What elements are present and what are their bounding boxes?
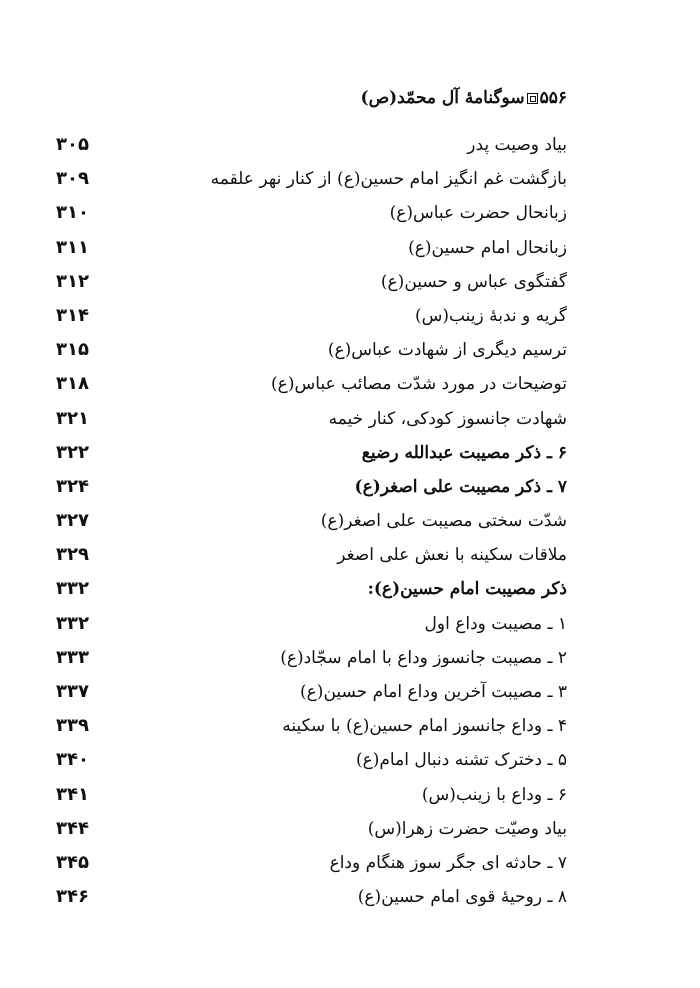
toc-entry-page: ۳۱۵ <box>56 339 89 361</box>
toc-entry-title: شهادت جانسوز کودکی، کنار خیمه <box>328 408 567 429</box>
running-header <box>361 88 567 108</box>
toc-entry <box>0 367 700 401</box>
toc-entry-page: ۳۲۷ <box>56 510 89 532</box>
toc-entry-page: ۳۰۹ <box>56 168 89 190</box>
toc-entry-title: ۳ ـ مصیبت آخرین وداع امام حسین(ع) <box>300 682 567 702</box>
toc-entry-title: ۸ ـ روحیۀ قوی امام حسین(ع) <box>357 887 567 908</box>
toc-entry <box>0 709 700 743</box>
toc-entry-page: ۳۴۱ <box>56 783 89 805</box>
toc-entry <box>0 846 700 880</box>
toc-entry <box>0 607 700 641</box>
toc-entry <box>0 162 700 196</box>
toc-entry-page: ۳۳۹ <box>56 715 89 737</box>
toc-entry <box>0 402 700 436</box>
toc-entry-page: ۳۴۶ <box>56 886 89 908</box>
toc-entry <box>0 743 700 777</box>
toc-entry-page: ۳۲۲ <box>56 441 89 463</box>
header-page-number: ۵۵۶ <box>539 88 567 108</box>
toc-entry-title: گفتگوی عباس و حسین(ع) <box>380 271 567 292</box>
toc-entry-page: ۳۲۹ <box>56 544 89 566</box>
toc-entry-page: ۳۱۴ <box>56 304 89 326</box>
toc-entry-page: ۳۰۵ <box>56 134 89 155</box>
toc-entry-title: ۶ ـ وداع با زینب(س) <box>421 784 567 805</box>
toc-entry-title: ۴ ـ وداع جانسوز امام حسین(ع) با سکینه <box>282 716 567 737</box>
toc-entry <box>0 641 700 675</box>
toc-entry-title: ملاقات سکینه با نعش علی اصغر <box>337 545 567 566</box>
toc-entry <box>0 675 700 709</box>
toc-entry-page: ۳۱۱ <box>56 236 89 258</box>
toc-entry-page: ۳۱۲ <box>56 270 89 292</box>
toc-entry <box>0 333 700 367</box>
toc-entry-title: زبانحال امام حسین(ع) <box>408 237 567 258</box>
toc-entry-title: ۲ ـ مصیبت جانسوز وداع با امام سجّاد(ع) <box>280 647 567 668</box>
toc-entry-title: گریه و ندبۀ زینب(س) <box>414 305 567 326</box>
toc-entry <box>0 778 700 812</box>
toc-entry <box>0 812 700 846</box>
toc-entry-title: شدّت سختی مصیبت علی اصغر(ع) <box>320 511 567 532</box>
toc-entry-page: ۳۳۲ <box>56 578 89 600</box>
toc-entry-page: ۳۴۰ <box>56 749 89 771</box>
toc-entry-page: ۳۱۸ <box>56 373 89 395</box>
toc-entry-page: ۳۳۳ <box>56 646 89 668</box>
toc-entry <box>0 538 700 572</box>
toc-entry-page: ۳۴۴ <box>56 817 89 839</box>
table-of-contents <box>0 128 700 914</box>
ornament-box-icon <box>527 93 538 104</box>
toc-entry-page: ۳۲۱ <box>56 407 89 429</box>
toc-entry <box>0 196 700 230</box>
toc-entry <box>0 231 700 265</box>
toc-entry-title: ۷ ـ حادثه ای جگر سوز هنگام وداع <box>329 852 567 873</box>
toc-entry-title: بیاد وصیت پدر <box>467 135 567 155</box>
toc-entry-page: ۳۳۷ <box>56 681 89 702</box>
toc-entry <box>0 880 700 914</box>
toc-entry-page: ۳۴۵ <box>56 851 89 873</box>
toc-entry-title: زبانحال حضرت عباس(ع) <box>389 203 567 224</box>
toc-entry-title: ۷ ـ ذکر مصیبت علی اصغر(ع) <box>354 476 567 497</box>
toc-entry <box>0 436 700 470</box>
toc-entry-title: ۱ ـ مصیبت وداع اول <box>424 613 567 634</box>
toc-entry <box>0 470 700 504</box>
toc-entry <box>0 572 700 606</box>
toc-entry-page: ۳۲۴ <box>56 475 89 497</box>
toc-entry <box>0 504 700 538</box>
toc-entry-title: توضیحات در مورد شدّت مصائب عباس(ع) <box>271 374 567 395</box>
toc-entry-title: ۶ ـ ذکر مصیبت عبدالله رضیع <box>361 442 567 463</box>
toc-entry-title: بازگشت غم انگیز امام حسین(ع) از کنار نهر علقمه <box>210 169 567 190</box>
toc-entry-title: بیاد وصیّت حضرت زهرا(س) <box>367 818 567 839</box>
header-book-title: سوگنامۀ آل محمّد(ص) <box>360 88 525 108</box>
toc-entry-page: ۳۳۲ <box>56 612 89 634</box>
toc-entry-title: ۵ ـ دخترک تشنه دنبال امام(ع) <box>356 750 567 771</box>
toc-entry-title: ذکر مصیبت امام حسین(ع): <box>367 579 567 600</box>
toc-entry <box>0 299 700 333</box>
toc-entry <box>0 265 700 299</box>
toc-entry <box>0 128 700 162</box>
toc-entry-page: ۳۱۰ <box>56 202 89 224</box>
toc-entry-title: ترسیم دیگری از شهادت عباس(ع) <box>327 340 567 361</box>
